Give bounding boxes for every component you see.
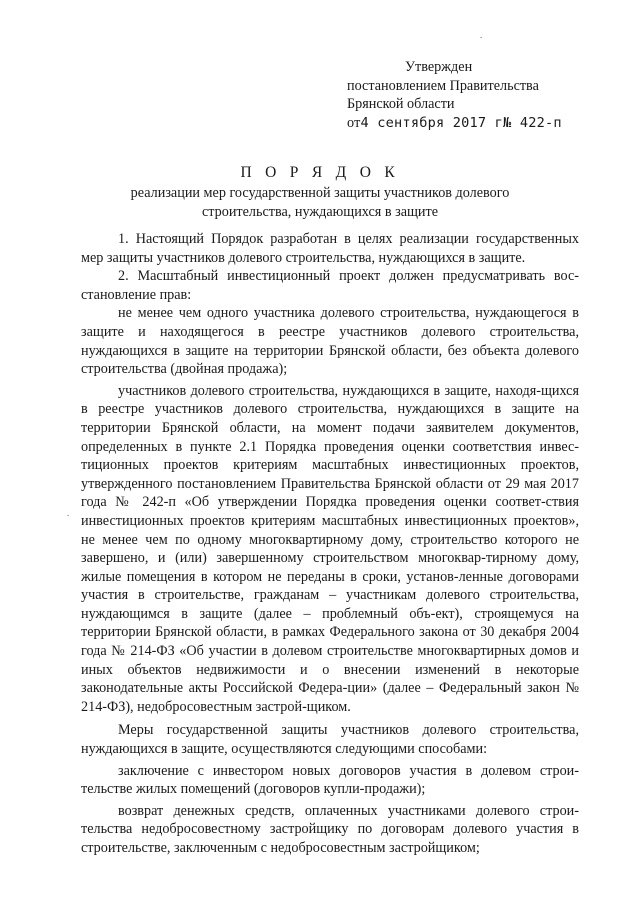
approval-authority: постановлением Правительства bbox=[347, 77, 539, 94]
paragraph-4: участников долевого строительства, нуждающихся в защите, находя-щихся в реестре участников долевого строительства, нуждающихся в защите на территории Брянской области, на момент подачи заявителем документов, определенных в пункте 2.1 Порядка проведения оценки соответствия инвес-тиционных проектов критериям масштабных инвестиционных проектов, утвержденного постановлением Правительства Брянской области от 29 мая 2017 года № 242-п «Об утверждении Порядка проведения оценки соответ-ствия инвестиционных проектов критериям масштабных инвестиционных проектов», не менее чем по одному многоквартирному дому, строительство которого не завершено, и (или) завершенному строительством многоквар-тирному дому, жилые помещения в котором не переданы в сроки, установ-ленные договорами участия в строительстве, гражданам – участникам долевого строительства, нуждающимся в защите (далее – проблемный объ-ект), строящемуся на территории Брянской области, в рамках Федерального закона от 30 декабря 2004 года № 214-ФЗ «Об участии в долевом строительстве многоквартирных домов и иных объектов недвижимости и о внесении изменений в некоторые законодательные акты Российской Федера-ции» (далее – Федеральный закон № 214-ФЗ), недобросовестным застрой-щиком. bbox=[81, 382, 579, 715]
paragraph-3: не менее чем одного участника долевого строительства, нуждающегося в защите и находящегося в реестре участников долевого строительства, нуждающихся в защите на территории Брянской области, без объекта долевого строительства (двойная продажа); bbox=[81, 305, 579, 378]
approval-heading: Утвержден bbox=[405, 59, 473, 75]
paragraph-7: возврат денежных средств, оплаченных участниками долевого строи-тельства недобросовестному застройщику по договорам долевого участия в строительстве, заключенным с недобросовестным застройщиком; bbox=[81, 802, 579, 856]
scan-speck: . bbox=[67, 508, 70, 518]
approval-block bbox=[347, 58, 562, 132]
paragraph-2: 2. Масштабный инвестиционный проект должен предусматривать вос-становление прав: bbox=[81, 268, 579, 303]
document-title: П О Р Я Д О К bbox=[240, 164, 400, 181]
paragraph-5: Меры государственной защиты участников долевого строительства, нуждающихся в защите, осуществляются следующими способами: bbox=[81, 722, 579, 758]
scan-speck: . bbox=[480, 30, 483, 40]
paragraph-1: 1. Настоящий Порядок разработан в целях реализации государственных мер защиты участников долевого строительства, нуждающихся в защите. bbox=[81, 231, 579, 266]
approval-region: Брянской области bbox=[347, 96, 455, 112]
title-block bbox=[80, 162, 560, 223]
document-subtitle-line2: строительства, нуждающихся в защите bbox=[201, 204, 439, 221]
paragraph-6: заключение с инвестором новых договоров участия в долевом строи-тельстве жилых помещений (договоров купли-продажи); bbox=[81, 762, 579, 798]
date-stamp-value: 4 сентября 2017 г№ 422-п bbox=[360, 114, 562, 131]
approval-date-stamp bbox=[347, 114, 562, 133]
document-body bbox=[81, 230, 579, 858]
date-prefix: от bbox=[347, 114, 361, 131]
document-subtitle-line1: реализации мер государственной защиты участников долевого bbox=[130, 185, 510, 201]
